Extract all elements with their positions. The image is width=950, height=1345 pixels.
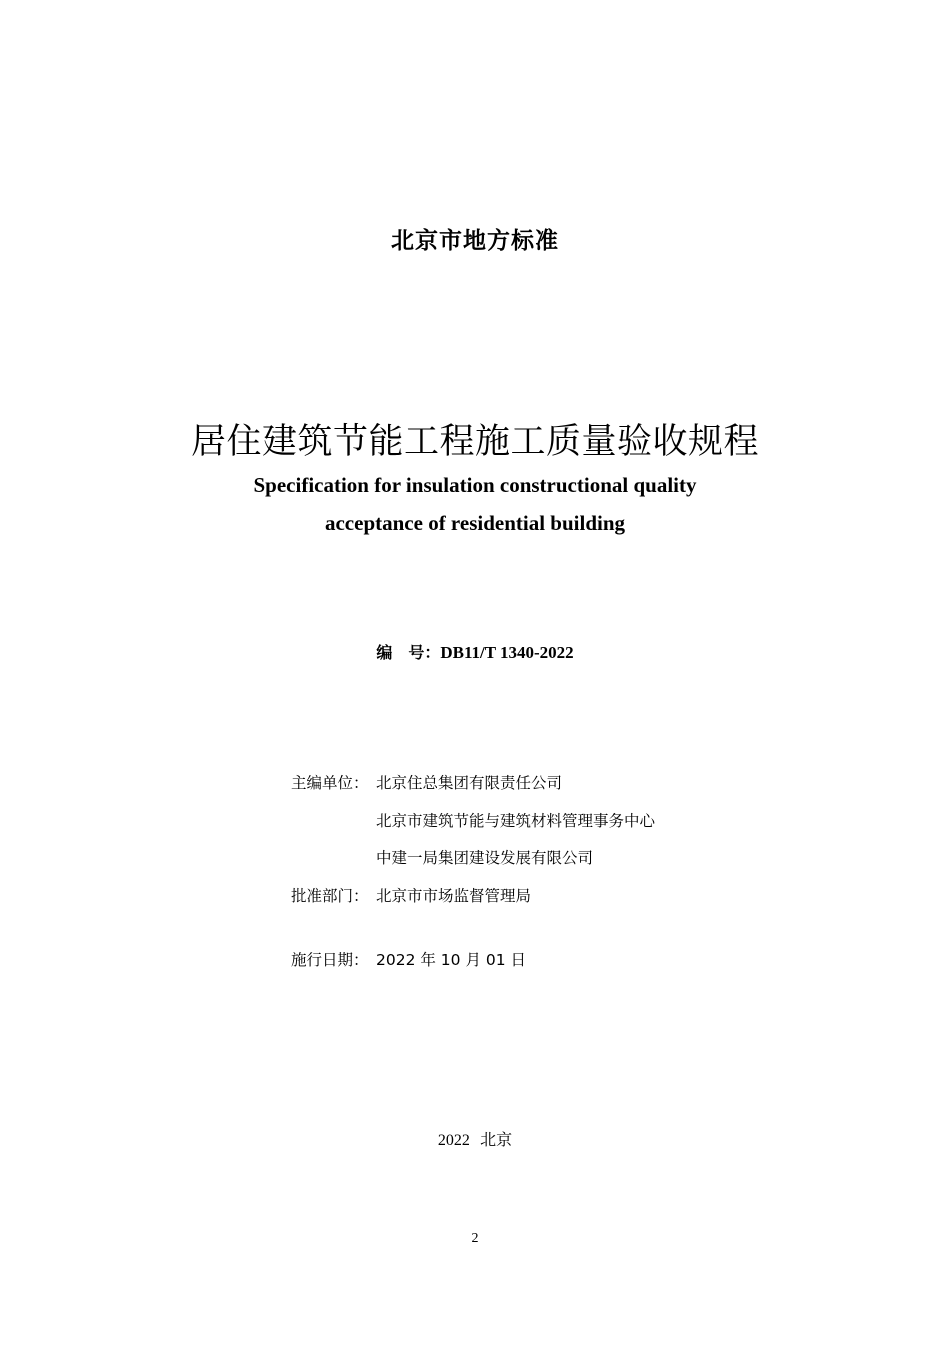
approval-department-label: 批准部门：: [291, 887, 369, 905]
title-english-line-1: Specification for insulation constructional quality: [253, 473, 697, 497]
chief-editor-label: 主编单位：: [291, 774, 369, 792]
effective-date-label: 施行日期：: [291, 951, 369, 969]
page-number: 2: [471, 1231, 479, 1246]
publication-year: 2022: [437, 1132, 470, 1149]
approval-department-value: 北京市市场监督管理局: [376, 887, 532, 905]
chief-editor-1: 北京住总集团有限责任公司: [376, 774, 563, 792]
chief-editor-2: 北京市建筑节能与建筑材料管理事务中心: [376, 812, 656, 830]
approval-department-row: [291, 884, 531, 906]
standard-code-label: 编 号：: [376, 643, 441, 662]
effective-date-value: 2022 年 10 月 01 日: [376, 951, 527, 969]
chief-editor-3: 中建一局集团建设发展有限公司: [376, 849, 594, 867]
publication-footer: [0, 1127, 950, 1150]
standard-category: 北京市地方标准: [391, 228, 559, 254]
title-chinese: 居住建筑节能工程施工质量验收规程: [190, 422, 759, 462]
publication-city: 北京: [480, 1130, 513, 1149]
title-english-line-2: acceptance of residential building: [324, 511, 626, 535]
chief-editor-row: [291, 771, 562, 793]
effective-date-row: [291, 948, 526, 970]
standard-code: [0, 640, 950, 663]
standard-code-value: DB11/T 1340-2022: [440, 643, 574, 662]
